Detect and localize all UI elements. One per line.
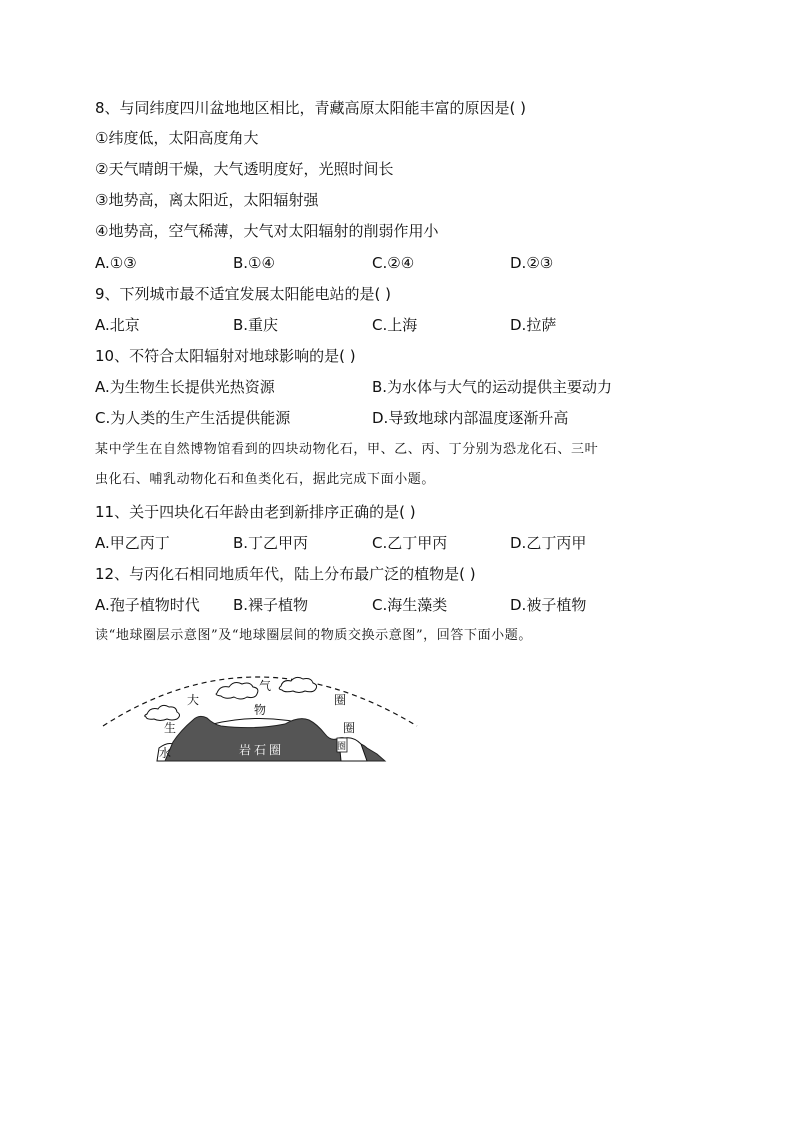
label-qi: 气 (259, 679, 272, 693)
question-8-statement-2: ②天气晴朗干燥，大气透明度好，光照时间长 (95, 160, 394, 178)
question-11-option-d[interactable]: D.乙丁丙甲 (510, 534, 587, 552)
question-8-statement-4: ④地势高，空气稀薄，大气对太阳辐射的削弱作用小 (95, 222, 439, 240)
question-8-statement-3: ③地势高，离太阳近，太阳辐射强 (95, 191, 319, 209)
question-12-option-b[interactable]: B.裸子植物 (233, 596, 309, 614)
label-shui: 水 (159, 746, 172, 760)
question-10-option-a[interactable]: A.为生物生长提供光热资源 (95, 378, 275, 396)
cloud-icon (216, 683, 258, 699)
question-8-option-c[interactable]: C.②④ (372, 254, 415, 272)
earth-spheres-diagram (95, 668, 425, 768)
question-8-option-b[interactable]: B.①④ (233, 254, 275, 272)
cloud-icon (279, 677, 316, 692)
fossil-passage-line-1: 某中学生在自然博物馆看到的四块动物化石，甲、乙、丙、丁分别为恐龙化石、三叶 (95, 442, 599, 457)
question-10-stem: 10、不符合太阳辐射对地球影响的是( ) (95, 347, 356, 365)
label-quan-3: 圈 (337, 742, 347, 752)
question-10-option-d[interactable]: D.导致地球内部温度逐渐升高 (372, 409, 569, 427)
question-12-option-c[interactable]: C.海生藻类 (372, 596, 448, 614)
question-12-option-d[interactable]: D.被子植物 (510, 596, 587, 614)
label-quan-2: 圈 (343, 721, 356, 735)
label-sheng: 生 (164, 721, 177, 735)
question-8-stem: 8、与同纬度四川盆地地区相比，青藏高原太阳能丰富的原因是( ) (95, 99, 527, 117)
question-8-statement-1: ①纬度低，太阳高度角大 (95, 129, 259, 147)
question-9-option-c[interactable]: C.上海 (372, 316, 418, 334)
label-da: 大 (187, 693, 200, 707)
label-quan-1: 圈 (334, 693, 347, 707)
label-wu: 物 (254, 703, 267, 717)
question-10-option-b[interactable]: B.为水体与大气的运动提供主要动力 (372, 378, 613, 396)
question-9-option-d[interactable]: D.拉萨 (510, 316, 557, 334)
question-9-option-a[interactable]: A.北京 (95, 316, 140, 334)
question-9-option-b[interactable]: B.重庆 (233, 316, 279, 334)
question-8-option-d[interactable]: D.②③ (510, 254, 554, 272)
question-9-stem: 9、下列城市最不适宜发展太阳能电站的是( ) (95, 285, 392, 303)
question-8-option-a[interactable]: A.①③ (95, 254, 137, 272)
diagram-passage: 读“地球圈层示意图”及“地球圈层间的物质交换示意图”，回答下面小题。 (95, 628, 532, 643)
label-lithosphere: 岩石圈 (239, 743, 285, 757)
fossil-passage-line-2: 虫化石、哺乳动物化石和鱼类化石，据此完成下面小题。 (95, 472, 436, 487)
question-10-option-c[interactable]: C.为人类的生产生活提供能源 (95, 409, 291, 427)
question-12-stem: 12、与丙化石相同地质年代，陆上分布最广泛的植物是( ) (95, 565, 476, 583)
question-11-option-a[interactable]: A.甲乙丙丁 (95, 534, 170, 552)
question-11-option-b[interactable]: B.丁乙甲丙 (233, 534, 309, 552)
question-12-option-a[interactable]: A.孢子植物时代 (95, 596, 200, 614)
question-11-stem: 11、关于四块化石年龄由老到新排序正确的是( ) (95, 503, 416, 521)
question-11-option-c[interactable]: C.乙丁甲丙 (372, 534, 448, 552)
cloud-icon (145, 705, 180, 720)
